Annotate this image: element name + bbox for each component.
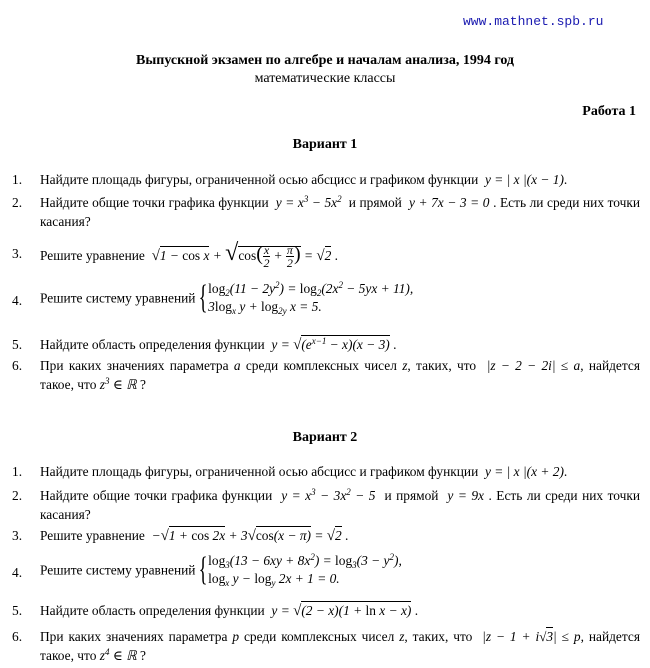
- formula: y = | x |(x + 2): [484, 464, 564, 479]
- formula: $z^3$ ∈ ℝ: [99, 376, 137, 392]
- variant-2-title: Вариант 2: [292, 430, 358, 445]
- exam-title: Выпускной экзамен по алгебре и началам анализа, 1994 год: [135, 53, 515, 68]
- formula: −√1 + cos 2x + 3√cos(x − π) = √2: [151, 528, 342, 544]
- equation-system: $\log_3(13 - 6xy + 8x^2) = \log_3(3 - y^2)$, $\log_x y - \log_y 2x + 1 = 0$.: [208, 552, 402, 588]
- formula: $y = √(e^{x-1} - x)(x - 3)$: [271, 336, 390, 353]
- exam-subtitle: математические классы: [254, 71, 396, 86]
- formula: y = √(2 − x)(1 + ln x − x): [271, 603, 412, 619]
- work-label: Работа 1: [582, 104, 636, 119]
- formula: y = 9x: [447, 488, 484, 503]
- formula: y + 7x − 3 = 0: [409, 195, 490, 210]
- formula: |z − 1 + i√3| ≤ p: [482, 629, 581, 644]
- formula: $y = x^3 - 5x^2$: [275, 194, 342, 210]
- equation-system: $\log_2(11 - 2y^2) = \log_2(2x^2 - 5yx + 11)$, $3\log_x$ $y + \log_{2y} x = 5$.: [208, 280, 414, 316]
- formula: $y = x^3 - 3x^2 - 5$: [281, 487, 376, 503]
- formula: √1 − cos x + √cos( $\frac{x}{2}$ + $\frac{\pi}{2}$ ) = √2: [151, 240, 332, 271]
- site-url[interactable]: www.mathnet.spb.ru: [463, 14, 604, 29]
- formula: y = | x |(x − 1): [484, 172, 564, 187]
- variant-1-title: Вариант 1: [292, 137, 358, 152]
- formula: |z − 2 − 2i| ≤ a: [486, 358, 581, 373]
- formula: $z^4$ ∈ ℝ: [99, 647, 137, 663]
